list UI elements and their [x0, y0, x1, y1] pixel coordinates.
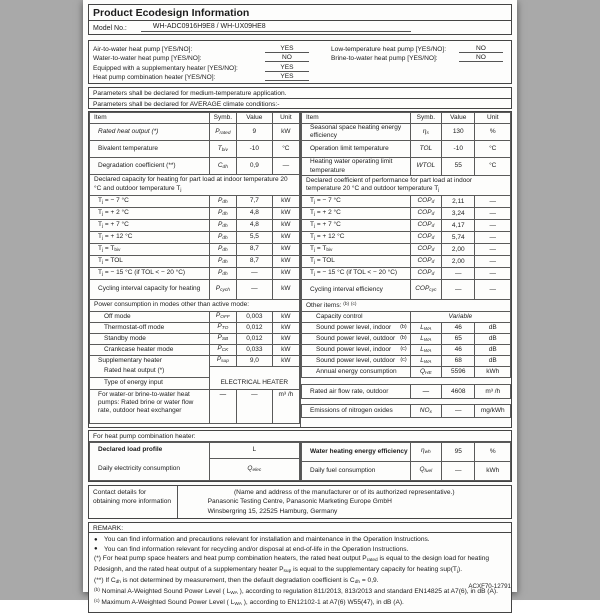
table-cell: For water-or brine-to-water heat pumps: Rated brine or water flow rate, outdoor heat exchanger [90, 389, 210, 423]
table-cell: Rated heat output (*) [90, 124, 210, 141]
remark-bullet [94, 535, 506, 544]
table-cell: Supplementary heater [90, 355, 210, 366]
pump-type-label: Brine-to-water heat pump [YES/NO]: [331, 55, 459, 62]
table-cell: WTOL [410, 158, 441, 175]
table-cell: Symb. [209, 113, 236, 124]
table-row [302, 196, 511, 208]
table-cell: $T_j$ = − 7 °C [90, 195, 210, 207]
combination-right [300, 442, 511, 481]
table-cell [302, 418, 511, 427]
table-row [90, 255, 300, 267]
table-cell: $T_j$ = TOL [90, 255, 210, 267]
table-cell: Annual energy consumption [302, 367, 411, 378]
combination-heater-header: For heat pump combination heater: [89, 431, 511, 442]
table-cell: dB [475, 334, 511, 345]
table-cell: kW [272, 255, 299, 267]
pump-type-label: Water-to-water heat pump [YES/NO]: [93, 55, 265, 62]
table-cell: m³ /h [475, 385, 511, 399]
table-cell: 46 [442, 345, 475, 356]
table-row [302, 124, 511, 141]
table-cell: kW [272, 243, 299, 255]
pump-type-row [93, 43, 507, 53]
table-row [90, 195, 300, 207]
table-row [302, 300, 511, 312]
table-cell: 68 [442, 356, 475, 367]
table-cell: Daily fuel consumption [302, 461, 411, 480]
table-cell: — [442, 405, 475, 418]
table-cell: Water heating energy efficiency [302, 442, 411, 461]
table-cell: Bivalent temperature [90, 141, 210, 158]
table-cell: % [475, 124, 511, 141]
table-cell: Unit [475, 113, 511, 124]
table-cell: Other items: $^{(b)}$ $^{(c)}$ [302, 300, 511, 312]
table-cell: 65 [442, 334, 475, 345]
contact-line2: Winsbergring 15, 22525 Hamburg, Germany [182, 507, 507, 517]
table-cell: °C [272, 141, 299, 158]
bullet-icon: ● [94, 535, 104, 544]
remark-note: (**) If $C_{dh}$ is not determined by measurement, then the default degradation coefficient is $C_{dh} = 0,9$. [94, 576, 506, 587]
table-cell: 4,8 [237, 207, 273, 219]
table-cell: $T_j = T_{biv}$ [302, 244, 411, 256]
spec-table-right [300, 112, 511, 427]
table-cell: kW [272, 333, 299, 344]
contact-block [88, 485, 512, 520]
table-row [302, 461, 511, 480]
table-cell: $\eta_s$ [410, 124, 441, 141]
table-row [90, 377, 300, 389]
table-cell: $Q_{elec}$ [209, 458, 299, 480]
table-row [90, 207, 300, 219]
table-cell: Variable [410, 312, 510, 323]
table-cell: $T_j$ = + 7 °C [302, 220, 411, 232]
pump-type-row [93, 53, 507, 63]
contact-details [178, 486, 511, 519]
spec-table-left [89, 112, 300, 427]
table-cell: $T_j$ = − 7 °C [302, 196, 411, 208]
table-row [90, 389, 300, 423]
table-cell: kW [272, 124, 299, 141]
table-cell: $P_{CK}$ [209, 344, 236, 355]
document-number: ACXF70-12791 [468, 583, 511, 590]
table-cell: $P_{dh}$ [209, 231, 236, 243]
table-cell: 2,00 [442, 244, 475, 256]
table-cell: 7,7 [237, 195, 273, 207]
pump-type-block [88, 40, 512, 84]
pump-type-row [93, 72, 507, 82]
table-cell: $P_{dh}$ [209, 255, 236, 267]
table-row [90, 344, 300, 355]
table-cell: $P_{SB}$ [209, 333, 236, 344]
contact-note: (Name and address of the manufacturer or of its authorized representative.) [182, 488, 507, 498]
table-cell: — [209, 389, 236, 423]
table-cell: — [442, 461, 475, 480]
table-cell: Type of energy input [90, 377, 210, 389]
table-row [90, 279, 300, 299]
table-cell: kW [272, 344, 299, 355]
declaration-medium-temp: Parameters shall be declared for medium-temperature application. [89, 88, 511, 98]
table-cell: Cycling interval capacity for heating [90, 279, 210, 299]
table-cell: kW [272, 207, 299, 219]
table-cell: Item [302, 113, 411, 124]
table-cell: 8,7 [237, 243, 273, 255]
table-row [302, 158, 511, 175]
pump-type-value: YES [265, 64, 309, 72]
table-row [90, 267, 300, 279]
table-cell: m³ /h [272, 389, 299, 423]
table-cell: $L_{WA}$ [410, 334, 441, 345]
table-cell: 0,003 [237, 311, 273, 322]
table-row [90, 355, 300, 366]
table-cell: $NO_x$ [410, 405, 441, 418]
table-row [302, 385, 511, 399]
document-page [83, 0, 517, 592]
table-cell: $Q_{HE}$ [410, 367, 441, 378]
table-cell: Emissions of nitrogen oxides [302, 405, 411, 418]
table-row [302, 356, 511, 367]
table-cell: 9,0 [237, 355, 273, 366]
table-cell: kW [272, 231, 299, 243]
table-row [302, 405, 511, 418]
table-cell: kW [272, 219, 299, 231]
table-cell: $COP_d$ [410, 244, 441, 256]
table-cell: Sound power level, indoor (c) [302, 345, 411, 356]
table-cell: 55 [442, 158, 475, 175]
pump-type-value: NO [265, 54, 309, 62]
table-cell: Symb. [410, 113, 441, 124]
main-spec-table [88, 111, 512, 428]
table-cell: Off mode [90, 311, 210, 322]
table-cell: $L_{WA}$ [410, 323, 441, 334]
table-cell: $T_j$ = + 12 °C [302, 232, 411, 244]
table-cell: — [442, 280, 475, 300]
table-row [302, 367, 511, 378]
table-row [302, 232, 511, 244]
combination-left [89, 442, 300, 481]
table-row [302, 256, 511, 268]
declaration-average-climate: Parameters shall be declared for AVERAGE climate conditions:- [89, 98, 511, 108]
table-cell: — [237, 267, 273, 279]
table-row [90, 458, 300, 480]
table-cell: $P_{dh}$ [209, 219, 236, 231]
table-cell: $P_{cych}$ [209, 279, 236, 299]
table-cell: Operation limit temperature [302, 141, 411, 158]
table-cell: Capacity control [302, 312, 411, 323]
table-cell: — [475, 220, 511, 232]
table-cell: 2,00 [442, 256, 475, 268]
table-cell: $T_{biv}$ [209, 141, 236, 158]
table-cell: $L_{WA}$ [410, 345, 441, 356]
table-cell: Sound power level, outdoor (c) [302, 356, 411, 367]
table-cell: $COP_{cyc}$ [410, 280, 441, 300]
table-cell: kW [272, 267, 299, 279]
bullet-icon: ● [94, 545, 104, 554]
title-block [88, 4, 512, 35]
table-cell: $T_j$ = − 15 °C (if TOL < − 20 °C) [302, 268, 411, 280]
table-row [302, 208, 511, 220]
table-cell: Unit [272, 113, 299, 124]
table-row [302, 175, 511, 196]
table-cell: — [410, 385, 441, 399]
table-cell: kWh [475, 461, 511, 480]
table-cell: $P_{OFF}$ [209, 311, 236, 322]
table-cell: 0,9 [237, 158, 273, 175]
remark-note: (*) For heat pump space heaters and heat pump combination heaters, the rated heat output $P_{rated}$ is equal to the design load for heating Pdesignh, and the rated heat output of a supplementary heater $P_{sup}$ is equal to the supplementary capacity for heating $sup(T_j)$. [94, 554, 506, 575]
table-cell: — [475, 268, 511, 280]
table-cell: Item [90, 113, 210, 124]
pump-type-label: Air-to-water heat pump [YES/NO]: [93, 46, 265, 53]
remark-note: $^{(c)}$ Maximum A-Weighted Sound Power Level ( $L_{WA}$ ), according to EN12102-1 at A7(6) W55(47), in dB (A). [94, 598, 506, 609]
table-row [90, 175, 300, 196]
table-cell [302, 378, 511, 385]
table-row [302, 280, 511, 300]
table-row [90, 322, 300, 333]
remark-bullet [94, 545, 506, 554]
table-cell: kWh [475, 367, 511, 378]
table-cell: $P_{dh}$ [209, 207, 236, 219]
table-row [90, 158, 300, 175]
pump-type-value: YES [265, 45, 309, 53]
table-cell: 5596 [442, 367, 475, 378]
table-row [302, 220, 511, 232]
remark-header: REMARK: [88, 522, 512, 533]
table-cell: % [475, 442, 511, 461]
table-cell: Sound power level, indoor (b) [302, 323, 411, 334]
remark-notes [94, 554, 506, 609]
table-cell: Thermostat-off mode [90, 322, 210, 333]
table-cell: $T_j$ = + 2 °C [302, 208, 411, 220]
declaration-bars [88, 87, 512, 109]
model-label: Model No.: [93, 25, 127, 32]
table-row [90, 333, 300, 344]
table-row [302, 378, 511, 385]
pump-type-label: Low-temperature heat pump [YES/NO]: [331, 46, 459, 53]
table-cell: — [475, 196, 511, 208]
table-cell: TOL [410, 141, 441, 158]
table-cell: 3,24 [442, 208, 475, 220]
table-row [302, 442, 511, 461]
remark-bullet-text: You can find information and precautions relevant for installation and maintenance in the Operation Instructions. [104, 535, 430, 544]
pump-type-label: Equipped with a supplementary heater [YES/NO]: [93, 65, 265, 72]
table-cell: $COP_d$ [410, 256, 441, 268]
model-row [89, 20, 511, 34]
table-cell: $COP_d$ [410, 208, 441, 220]
pump-type-label: Heat pump combination heater [YES/NO]: [93, 74, 265, 81]
remark-content [88, 533, 512, 612]
table-cell: $COP_d$ [410, 196, 441, 208]
table-cell: °C [475, 158, 511, 175]
table-cell: Daily electricity consumption [90, 458, 210, 480]
table-row [302, 312, 511, 323]
table-cell: Standby mode [90, 333, 210, 344]
table-cell: Crankcase heater mode [90, 344, 210, 355]
table-row [302, 334, 511, 345]
table-cell: dB [475, 356, 511, 367]
table-cell: $T_j$ = + 7 °C [90, 219, 210, 231]
remark-bullet-text: You can find information relevant for recycling and/or disposal at end-of-life in the Operation Instructions. [104, 545, 408, 554]
pump-type-value: NO [459, 54, 503, 62]
document-title: Product Ecodesign Information [89, 5, 511, 20]
table-row [90, 243, 300, 255]
table-cell: — [442, 268, 475, 280]
table-cell: Declared coefficient of performance for part load at indoor temperature 20 °C and outdoor temperature $T_j$ [302, 175, 511, 196]
table-cell: 130 [442, 124, 475, 141]
table-cell: — [475, 232, 511, 244]
table-cell: — [475, 256, 511, 268]
table-cell: $T_j = T_{biv}$ [90, 243, 210, 255]
table-cell: Degradation coefficient (**) [90, 158, 210, 175]
table-cell: kW [272, 195, 299, 207]
table-cell: 8,7 [237, 255, 273, 267]
table-cell: $T_j$ = − 15 °C (if TOL < − 20 °C) [90, 267, 210, 279]
pump-type-row [93, 62, 507, 72]
table-cell: 95 [442, 442, 475, 461]
table-cell: 0,012 [237, 333, 273, 344]
table-row [302, 323, 511, 334]
table-cell: $P_{dh}$ [209, 267, 236, 279]
table-cell: $COP_d$ [410, 268, 441, 280]
table-cell: 9 [237, 124, 273, 141]
table-row [302, 345, 511, 356]
table-cell: $P_{dh}$ [209, 243, 236, 255]
contact-label: Contact details for obtaining more information [89, 486, 178, 519]
table-row [90, 219, 300, 231]
table-row [302, 418, 511, 427]
table-cell: — [475, 244, 511, 256]
table-row [90, 366, 300, 377]
table-cell: — [475, 208, 511, 220]
table-row [90, 124, 300, 141]
table-cell: Declared load profile [90, 442, 210, 458]
table-row [90, 231, 300, 243]
table-cell: -10 [442, 141, 475, 158]
table-cell: dB [475, 345, 511, 356]
table-cell: Rated heat output (*) [90, 366, 210, 377]
table-row [90, 141, 300, 158]
pump-type-value: YES [265, 73, 309, 81]
table-cell [209, 366, 299, 377]
table-cell: ELECTRICAL HEATER [209, 377, 299, 389]
table-cell: °C [475, 141, 511, 158]
table-cell: $L_{WA}$ [410, 356, 441, 367]
table-cell: $COP_d$ [410, 232, 441, 244]
table-cell: -10 [237, 141, 273, 158]
remark-note: $^{(b)}$ Nominal A-Weighted Sound Power Level ( $L_{WA}$ ), according to regulation 811/2013, 813/2013 and standard EN14825 at A7(6), in dB (A). [94, 587, 506, 598]
table-cell: Power consumption in modes other than active mode: [90, 299, 300, 311]
table-cell: 2,11 [442, 196, 475, 208]
table-cell: kW [272, 355, 299, 366]
table-cell: — [475, 280, 511, 300]
table-row [302, 268, 511, 280]
table-cell: kW [272, 311, 299, 322]
table-cell: Seasonal space heating energy efficiency [302, 124, 411, 141]
table-cell: $C_{dh}$ [209, 158, 236, 175]
table-cell: kW [272, 322, 299, 333]
table-cell: 0,033 [237, 344, 273, 355]
table-cell: $\eta_{wh}$ [410, 442, 441, 461]
table-cell: Sound power level, outdoor (b) [302, 334, 411, 345]
table-cell: dB [475, 323, 511, 334]
table-cell: $P_{rated}$ [209, 124, 236, 141]
table-row [90, 442, 300, 458]
table-cell: $T_j$ = + 12 °C [90, 231, 210, 243]
table-cell: $T_j$ = TOL [302, 256, 411, 268]
table-cell: $P_{TO}$ [209, 322, 236, 333]
table-cell: 5,74 [442, 232, 475, 244]
table-cell: 5,5 [237, 231, 273, 243]
table-cell: L [209, 442, 299, 458]
table-cell: Cycling interval efficiency [302, 280, 411, 300]
combination-heater-block [88, 430, 512, 482]
table-cell: 4,17 [442, 220, 475, 232]
table-cell: Heating water operating limit temperature [302, 158, 411, 175]
table-cell: — [237, 389, 273, 423]
table-cell: mg/kWh [475, 405, 511, 418]
table-row [90, 299, 300, 311]
table-cell: kW [272, 279, 299, 299]
table-cell: Declared capacity for heating for part load at indoor temperature 20 °C and outdoor temperature $T_j$ [90, 175, 300, 196]
table-cell: — [272, 158, 299, 175]
table-cell: Value [237, 113, 273, 124]
table-row [90, 311, 300, 322]
table-cell: 4,8 [237, 219, 273, 231]
model-value: WH-ADC0916H9E8 / WH-UX09HE8 [141, 23, 411, 32]
table-cell: — [237, 279, 273, 299]
table-row [302, 244, 511, 256]
contact-line1: Panasonic Testing Centre, Panasonic Marketing Europe GmbH [182, 497, 507, 507]
table-cell: $P_{sup}$ [209, 355, 236, 366]
table-cell: Rated air flow rate, outdoor [302, 385, 411, 399]
table-cell: Value [442, 113, 475, 124]
table-cell: $P_{dh}$ [209, 195, 236, 207]
table-cell: 4608 [442, 385, 475, 399]
table-row [302, 141, 511, 158]
table-cell: 46 [442, 323, 475, 334]
pump-type-value: NO [459, 45, 503, 53]
table-row [90, 113, 300, 124]
table-cell: $COP_d$ [410, 220, 441, 232]
table-cell: $T_j$ = + 2 °C [90, 207, 210, 219]
table-cell: 0,012 [237, 322, 273, 333]
table-cell: $Q_{fuel}$ [410, 461, 441, 480]
table-row [302, 113, 511, 124]
